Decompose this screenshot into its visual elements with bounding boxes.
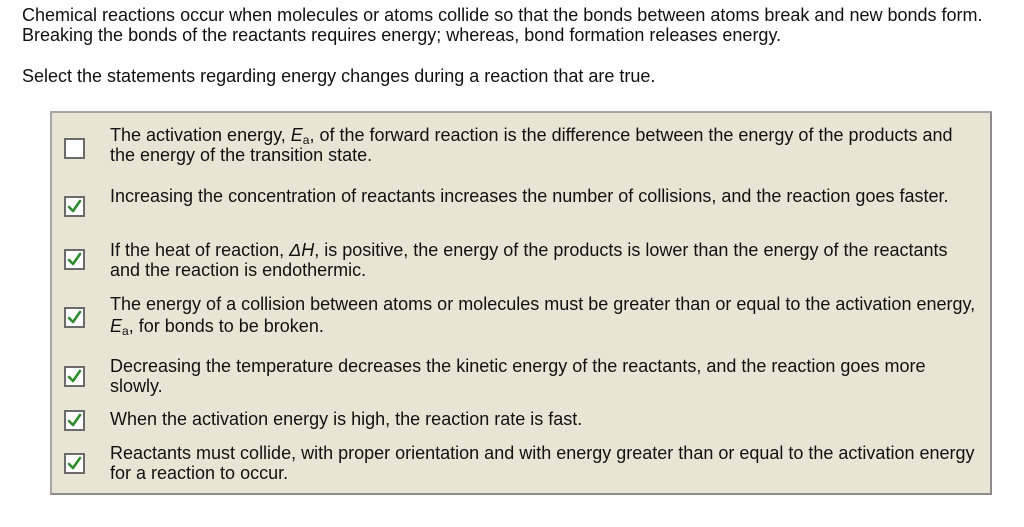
option-7-checkbox[interactable] xyxy=(64,453,85,474)
option-4-text: The energy of a collision between atoms or molecules must be greater than or equal to the activation energy, $E_a$, for bonds to be broken. xyxy=(110,294,976,338)
question-intro: Chemical reactions occur when molecules or atoms collide so that the bonds between atoms break and new bonds form. Breaking the bonds of the reactants requires energy; whereas, bond formation releases energy. xyxy=(22,5,983,45)
option-2-text: Increasing the concentration of reactants increases the number of collisions, and the reaction goes faster. xyxy=(110,186,949,206)
option-3-text: If the heat of reaction, ΔH, is positive, the energy of the products is lower than the energy of the reactants and the reaction is endothermic. xyxy=(110,240,948,280)
option-4-checkbox[interactable] xyxy=(64,307,85,328)
checkmark-icon xyxy=(67,252,82,267)
option-3-checkbox[interactable] xyxy=(64,249,85,270)
option-6-text: When the activation energy is high, the reaction rate is fast. xyxy=(110,409,583,429)
answer-options-panel xyxy=(50,111,992,495)
option-2-checkbox[interactable] xyxy=(64,196,85,217)
option-1-text: The activation energy, $E_a$, of the forward reaction is the difference between the energy of the products and the energy of the transition state. xyxy=(110,125,953,165)
option-1-checkbox[interactable] xyxy=(64,138,85,159)
question-instruction: Select the statements regarding energy changes during a reaction that are true. xyxy=(22,66,656,86)
checkmark-icon xyxy=(67,310,82,325)
option-5-text: Decreasing the temperature decreases the kinetic energy of the reactants, and the reaction goes more slowly. xyxy=(110,356,926,396)
option-7-text: Reactants must collide, with proper orientation and with energy greater than or equal to the activation energy for a reaction to occur. xyxy=(110,443,975,483)
option-6-checkbox[interactable] xyxy=(64,410,85,431)
option-5-checkbox[interactable] xyxy=(64,366,85,387)
checkmark-icon xyxy=(67,413,82,428)
checkmark-icon xyxy=(67,456,82,471)
checkmark-icon xyxy=(67,199,82,214)
checkmark-icon xyxy=(67,369,82,384)
